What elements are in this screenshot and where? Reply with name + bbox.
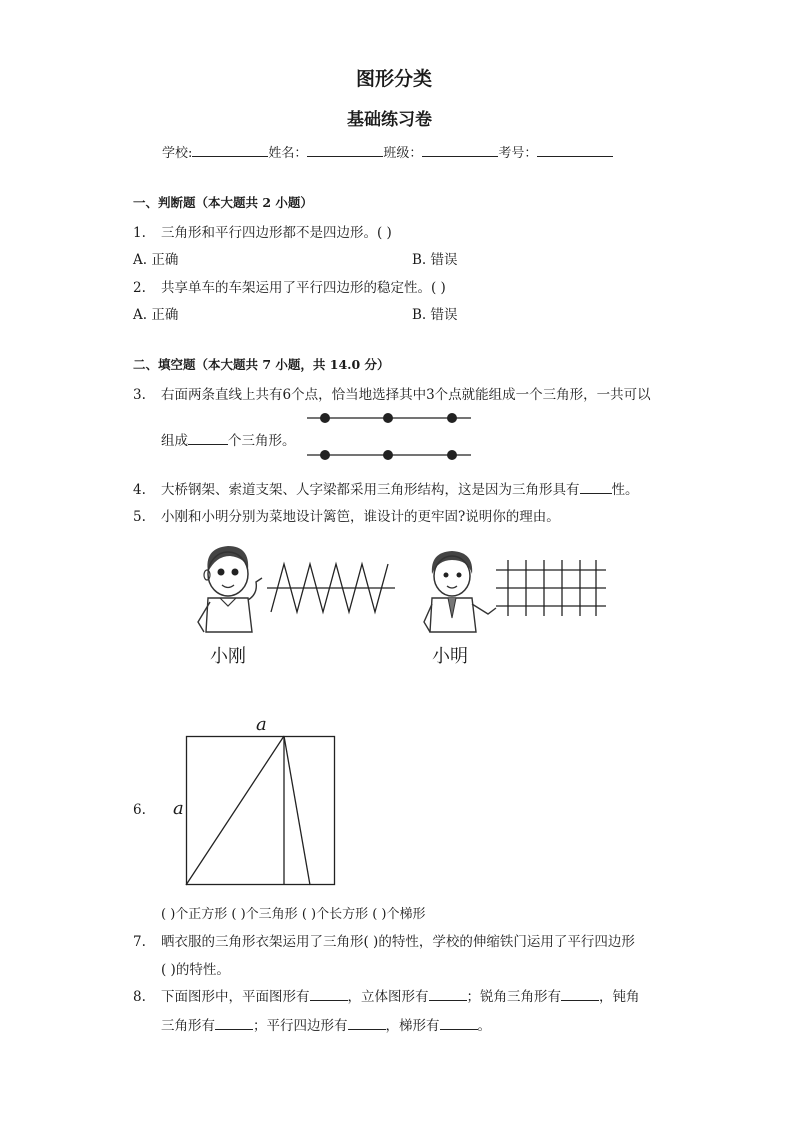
q8-parallelogram-blank[interactable] bbox=[348, 1016, 386, 1030]
question-text: 。 bbox=[477, 1018, 491, 1034]
question-text: ，梯形有 bbox=[385, 1018, 440, 1034]
question-text: 性。 bbox=[611, 482, 639, 498]
question-text: ，立体图形有 bbox=[347, 989, 429, 1005]
question-6-answer-line: ( )个正方形 ( )个三角形 ( )个长方形 ( )个梯形 bbox=[161, 907, 426, 922]
question-number: 5. bbox=[133, 509, 146, 525]
point bbox=[320, 450, 330, 460]
q8-obtuse-blank[interactable] bbox=[215, 1016, 253, 1030]
question-5 bbox=[133, 505, 560, 525]
page-subtitle: 基础练习卷 bbox=[347, 110, 432, 130]
question-7 bbox=[133, 930, 635, 950]
grid-fence-figure bbox=[496, 560, 608, 616]
question-text: 小刚和小明分别为菜地设计篱笆，谁设计的更牢固?说明你的理由。 bbox=[161, 509, 560, 525]
question-number: 1. bbox=[133, 225, 146, 241]
right-diagonal bbox=[284, 736, 310, 885]
point bbox=[447, 413, 457, 423]
question-text: 个三角形。 bbox=[228, 433, 296, 449]
question-text: ；锐角三角形有 bbox=[466, 989, 561, 1005]
point bbox=[383, 413, 393, 423]
question-text: 右面两条直线上共有6个点，恰当地选择其中3个点就能组成一个三角形，一共可以 bbox=[161, 387, 651, 403]
name-field[interactable] bbox=[307, 144, 383, 157]
question-text: 大桥钢架、索道支架、人字梁都采用三角形结构，这是因为三角形具有 bbox=[161, 482, 580, 498]
left-diagonal bbox=[186, 736, 284, 885]
student-info-row bbox=[162, 142, 613, 161]
point bbox=[383, 450, 393, 460]
section-heading-judgement: 一、判断题（本大题共 2 小题） bbox=[133, 195, 313, 210]
q8-solid-blank[interactable] bbox=[429, 987, 467, 1001]
question-3-line2 bbox=[161, 429, 296, 449]
section-heading-fill: 二、填空题（本大题共 7 小题，共 14.0 分） bbox=[133, 357, 390, 372]
question-text: ；平行四边形有 bbox=[253, 1018, 348, 1034]
question-text: ，钝角 bbox=[599, 989, 640, 1005]
question-6-number: 6. bbox=[133, 802, 146, 818]
question-8-line2 bbox=[161, 1014, 491, 1034]
exam-no-label: 考号： bbox=[498, 146, 538, 161]
question-text: 下面图形中，平面图形有 bbox=[161, 989, 310, 1005]
q8-acute-blank[interactable] bbox=[561, 987, 599, 1001]
xiaogang-name: 小刚 bbox=[210, 646, 246, 667]
q1-option-a[interactable]: A. 正确 bbox=[133, 252, 179, 268]
school-label: 学校: bbox=[162, 146, 193, 161]
question-number: 4. bbox=[133, 482, 146, 498]
point bbox=[447, 450, 457, 460]
q4-answer-blank[interactable] bbox=[580, 480, 612, 494]
xiaoming-name: 小明 bbox=[432, 646, 468, 667]
question-text: 晒衣服的三角形衣架运用了三角形( )的特性，学校的伸缩铁门运用了平行四边形 bbox=[161, 934, 635, 950]
name-label: 姓名： bbox=[268, 146, 308, 161]
zigzag-fence-figure bbox=[267, 560, 397, 616]
outer-square bbox=[187, 737, 335, 885]
question-3 bbox=[133, 383, 651, 403]
square-triangles-figure bbox=[186, 736, 336, 886]
question-number: 7. bbox=[133, 934, 146, 950]
question-number: 2. bbox=[133, 280, 146, 296]
question-4 bbox=[133, 478, 639, 498]
exam-no-field[interactable] bbox=[537, 144, 613, 157]
class-label: 班级： bbox=[383, 146, 423, 161]
xiaoming-boy-illustration bbox=[418, 548, 498, 644]
question-8 bbox=[133, 985, 640, 1005]
question-text: 组成 bbox=[161, 433, 188, 449]
page-title: 图形分类 bbox=[356, 68, 433, 90]
school-field[interactable] bbox=[192, 144, 268, 157]
question-7-line2: ( )的特性。 bbox=[161, 962, 230, 978]
question-text: 共享单车的车架运用了平行四边形的稳定性。( ) bbox=[161, 280, 446, 296]
point bbox=[320, 413, 330, 423]
two-lines-six-points-figure bbox=[305, 410, 475, 464]
question-1 bbox=[133, 221, 392, 241]
q2-option-b[interactable]: B. 错误 bbox=[412, 307, 458, 323]
question-text: 三角形有 bbox=[161, 1018, 215, 1034]
q8-plane-blank[interactable] bbox=[310, 987, 348, 1001]
question-text: 三角形和平行四边形都不是四边形。( ) bbox=[161, 225, 392, 241]
q1-option-b[interactable]: B. 错误 bbox=[412, 252, 458, 268]
q8-trapezoid-blank[interactable] bbox=[440, 1016, 478, 1030]
question-2 bbox=[133, 276, 446, 296]
question-number: 8. bbox=[133, 989, 146, 1005]
q3-answer-blank[interactable] bbox=[188, 431, 228, 445]
question-number: 3. bbox=[133, 387, 146, 403]
xiaogang-boy-illustration bbox=[190, 542, 270, 642]
q2-option-a[interactable]: A. 正确 bbox=[133, 307, 179, 323]
class-field[interactable] bbox=[422, 144, 498, 157]
label-a-left: a bbox=[173, 798, 184, 819]
label-a-top: a bbox=[256, 714, 267, 735]
